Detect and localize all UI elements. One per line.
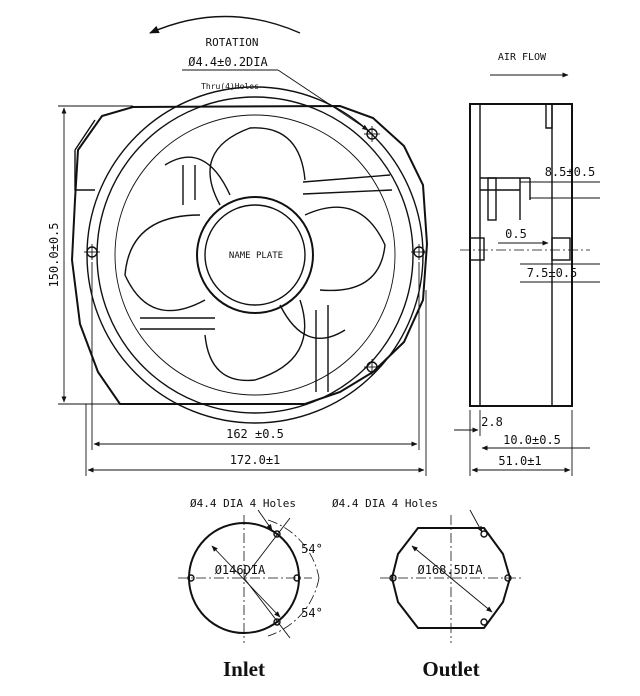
thru-holes-label: Thru(4)Holes [201, 82, 259, 91]
side-bracket [470, 178, 570, 260]
rotation-arrow [150, 17, 300, 34]
dim-8-5-label: 8.5±0.5 [544, 165, 596, 179]
hole-spec-label: Ø4.4±0.2DIA [188, 55, 268, 69]
side-body [470, 104, 572, 406]
side-step [540, 104, 552, 128]
dim-2-8-label: 2.8 [481, 415, 503, 429]
inlet-diameter-line [212, 546, 280, 617]
outlet-view [332, 497, 522, 681]
dim-10-label: 10.0±0.5 [503, 433, 561, 447]
air-flow-label: AIR FLOW [497, 52, 547, 63]
depth-dim-label: 51.0±1 [498, 454, 542, 468]
rotation-label: ROTATION [205, 36, 259, 49]
inlet-angle-top: 54° [301, 542, 323, 556]
outlet-diameter-line [412, 546, 492, 612]
width-dim-label: 172.0±1 [229, 453, 281, 467]
dim-0-5-label: 0.5 [505, 227, 527, 241]
hole-spec-leader [278, 70, 368, 130]
outlet-hole-spec: Ø4.4 DIA 4 Holes [332, 497, 438, 510]
outlet-caption: Outlet [422, 657, 480, 681]
side-view [454, 52, 600, 476]
height-dim-label: 150.0±0.5 [47, 222, 61, 288]
name-plate-label: NAME PLATE [228, 251, 284, 261]
inlet-caption: Inlet [223, 657, 265, 681]
inlet-view [178, 497, 323, 681]
inlet-hole-spec: Ø4.4 DIA 4 Holes [190, 497, 296, 510]
dim-7-5-label: 7.5±0.5 [526, 266, 578, 280]
inlet-angle-bottom: 54° [301, 606, 323, 620]
hole-spacing-label: 162 ±0.5 [226, 427, 284, 441]
outlet-diameter-label: Ø168.5DIA [417, 563, 483, 577]
front-view [47, 17, 427, 477]
inlet-diameter-label: Ø146DIA [214, 563, 266, 577]
